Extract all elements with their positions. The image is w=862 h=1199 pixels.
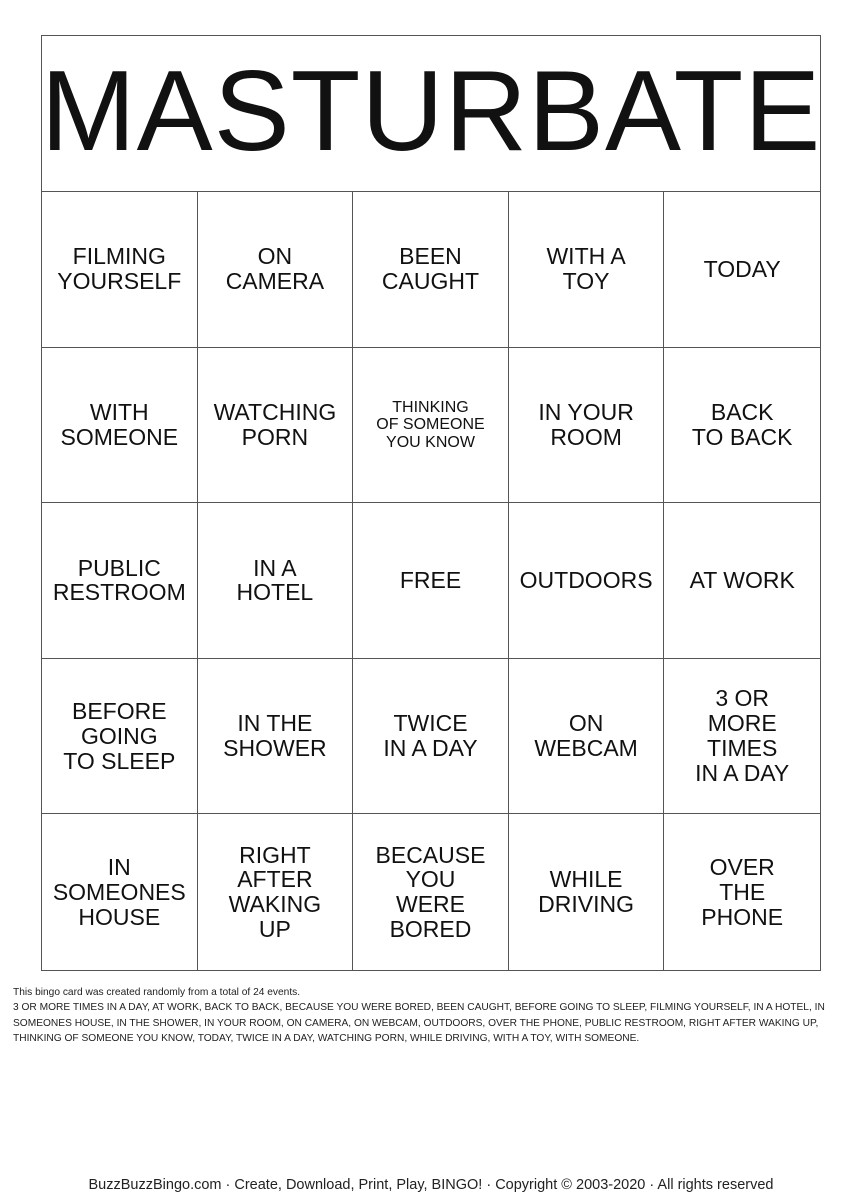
bingo-cell-r1-c4: WITH A TOY bbox=[509, 192, 665, 348]
bingo-cell-r5-c3: BECAUSE YOU WERE BORED bbox=[353, 814, 509, 970]
bingo-cell-r2-c4: IN YOUR ROOM bbox=[509, 348, 665, 504]
footnote-intro: This bingo card was created randomly from a total of 24 events. bbox=[13, 987, 301, 998]
bingo-cell-r3-c1: PUBLIC RESTROOM bbox=[42, 503, 198, 659]
bingo-cell-r5-c5: OVER THE PHONE bbox=[701, 853, 784, 930]
bingo-cell-r3-c4: OUTDOORS bbox=[509, 503, 665, 659]
footer-copyright: BuzzBuzzBingo.com · Create, Download, Print, Play, BINGO! · Copyright © 2003-2020 · All rights reserved bbox=[88, 1177, 774, 1193]
bingo-card bbox=[41, 35, 821, 971]
bingo-cell-r3-c5: AT WORK bbox=[664, 503, 820, 659]
bingo-cell-r1-c1: FILMING YOURSELF bbox=[42, 192, 198, 348]
bingo-cell-r2-c3: THINKING OF SOMEONE YOU KNOW bbox=[353, 348, 509, 504]
bingo-cell-r5-c2: RIGHT AFTER WAKING UP bbox=[198, 814, 354, 970]
card-title: MASTURBATE bbox=[42, 36, 820, 192]
bingo-cell-r4-c5: 3 OR MORE TIMES IN A DAY bbox=[664, 659, 820, 815]
bingo-cell-r1-c2: ON CAMERA bbox=[198, 192, 354, 348]
bingo-cell-r5-c4: WHILE DRIVING bbox=[509, 814, 665, 970]
bingo-cell-r4-c3: TWICE IN A DAY bbox=[353, 659, 509, 815]
bingo-grid bbox=[42, 192, 820, 970]
bingo-cell-r2-c2: WATCHING PORN bbox=[198, 348, 354, 504]
footnote bbox=[13, 985, 843, 1046]
bingo-cell-r1-c3: BEEN CAUGHT bbox=[353, 192, 509, 348]
bingo-cell-r4-c4: ON WEBCAM bbox=[509, 659, 665, 815]
bingo-cell-r4-c1: BEFORE GOING TO SLEEP bbox=[42, 659, 198, 815]
bingo-cell-r1-c5: TODAY bbox=[664, 192, 820, 348]
bingo-cell-r4-c2: IN THE SHOWER bbox=[198, 659, 354, 815]
bingo-cell-r5-c1: IN SOMEONES HOUSE bbox=[42, 814, 198, 970]
bingo-cell-r2-c5: BACK TO BACK bbox=[664, 348, 820, 504]
bingo-cell-r3-c2: IN A HOTEL bbox=[198, 503, 354, 659]
bingo-cell-r2-c1: WITH SOMEONE bbox=[42, 348, 198, 504]
bingo-cell-r3-c3: FREE bbox=[353, 503, 509, 659]
footnote-events: 3 OR MORE TIMES IN A DAY, AT WORK, BACK TO BACK, BECAUSE YOU WERE BORED, BEEN CAUGHT, BEFORE GOING TO SLEEP, FILMING YOURSELF, IN A HOTEL, IN SOMEONES HOUSE, IN THE SHOWER, IN YOUR ROOM, ON CAMERA, ON WEBCAM, OUTDOORS, OVER THE PHONE, PUBLIC RESTROOM, RIGHT AFTER WAKING UP, THINKING OF SOMEONE YOU KNOW, TODAY, TWICE IN A DAY, WATCHING PORN, WHILE DRIVING, WITH A TOY, WITH SOMEONE. bbox=[13, 1002, 825, 1044]
